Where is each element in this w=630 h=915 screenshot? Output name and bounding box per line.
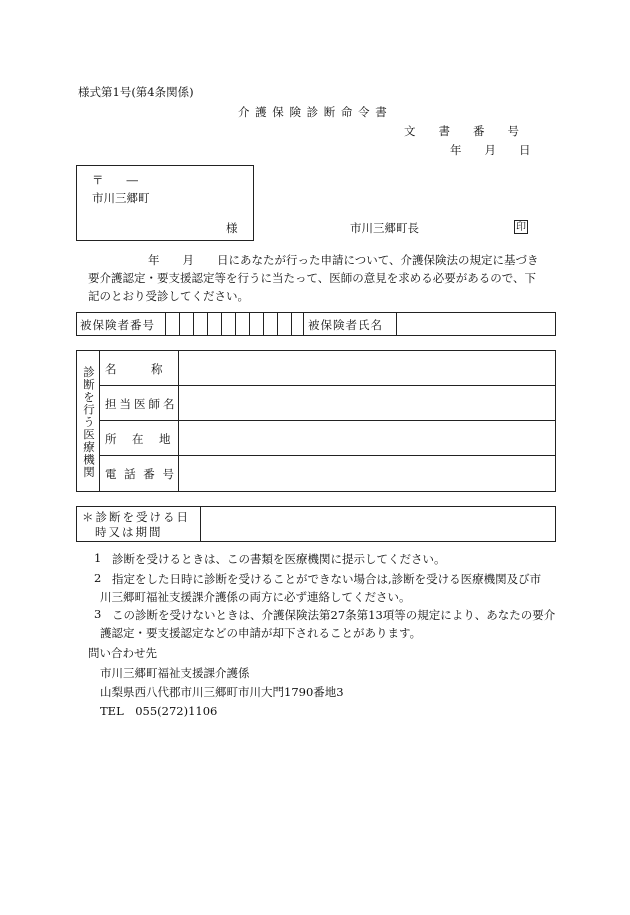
seal-icon: 印 bbox=[516, 222, 526, 233]
postal-code: 〒 ― bbox=[92, 173, 138, 187]
date-label: 年 月 日 bbox=[450, 143, 531, 157]
note-3-number: 3 bbox=[94, 607, 102, 621]
contact-address: 山梨県西八代郡市川三郷町市川大門1790番地3 bbox=[100, 685, 344, 699]
note-2-line-1: 指定をした日時に診断を受けることができない場合は,診断を受ける医療機関及び市 bbox=[112, 572, 542, 586]
body-line-1: 年 月 日にあなたが行った申請について、介護保険法の規定に基づき bbox=[148, 253, 539, 267]
appointment-label-1: ＊診断を受ける日 bbox=[82, 510, 190, 524]
institution-name-label: 名 称 bbox=[105, 362, 163, 376]
phone-label: 電 話 番 号 bbox=[105, 467, 176, 481]
addressee-honorific: 様 bbox=[226, 221, 238, 235]
institution-side-label: 診断を行う医療機関 bbox=[82, 366, 96, 479]
form-number: 様式第1号(第4条関係) bbox=[78, 85, 194, 99]
contact-heading: 問い合わせ先 bbox=[88, 646, 157, 660]
address-label: 所 在 地 bbox=[105, 432, 173, 446]
body-line-2: 要介護認定・要支援認定等を行うに当たって、医師の意見を求める必要があるので、下 bbox=[88, 271, 537, 285]
contact-department: 市川三郷町福祉支援課介護係 bbox=[100, 666, 250, 680]
note-3-line-2: 護認定・要支援認定などの申請が却下されることがあります。 bbox=[100, 626, 422, 640]
document-title: 介 護 保 険 診 断 命 令 書 bbox=[238, 105, 388, 119]
note-3-line-1: この診断を受けないときは、介護保険法第27条第13項等の規定により、あなたの要介 bbox=[112, 608, 556, 622]
contact-phone: TEL 055(272)1106 bbox=[100, 704, 218, 718]
body-line-3: 記のとおり受診してください。 bbox=[88, 289, 249, 303]
appointment-label-2: 時又は期間 bbox=[95, 525, 163, 539]
insured-number-label: 被保険者番号 bbox=[80, 318, 155, 332]
note-1-number: 1 bbox=[94, 551, 102, 565]
note-2-number: 2 bbox=[94, 571, 102, 585]
note-2-line-2: 川三郷町福祉支援課介護係の両方に必ず連絡してください。 bbox=[100, 590, 411, 604]
issuer-name: 市川三郷町長 bbox=[350, 221, 419, 235]
document-number-label: 文 書 番 号 bbox=[404, 124, 519, 138]
doctor-name-label: 担当医師名 bbox=[105, 397, 178, 411]
note-1-line-1: 診断を受けるときは、この書類を医療機関に提示してください。 bbox=[112, 552, 446, 566]
insured-name-label: 被保険者氏名 bbox=[308, 318, 383, 332]
addressee-town: 市川三郷町 bbox=[92, 191, 150, 205]
